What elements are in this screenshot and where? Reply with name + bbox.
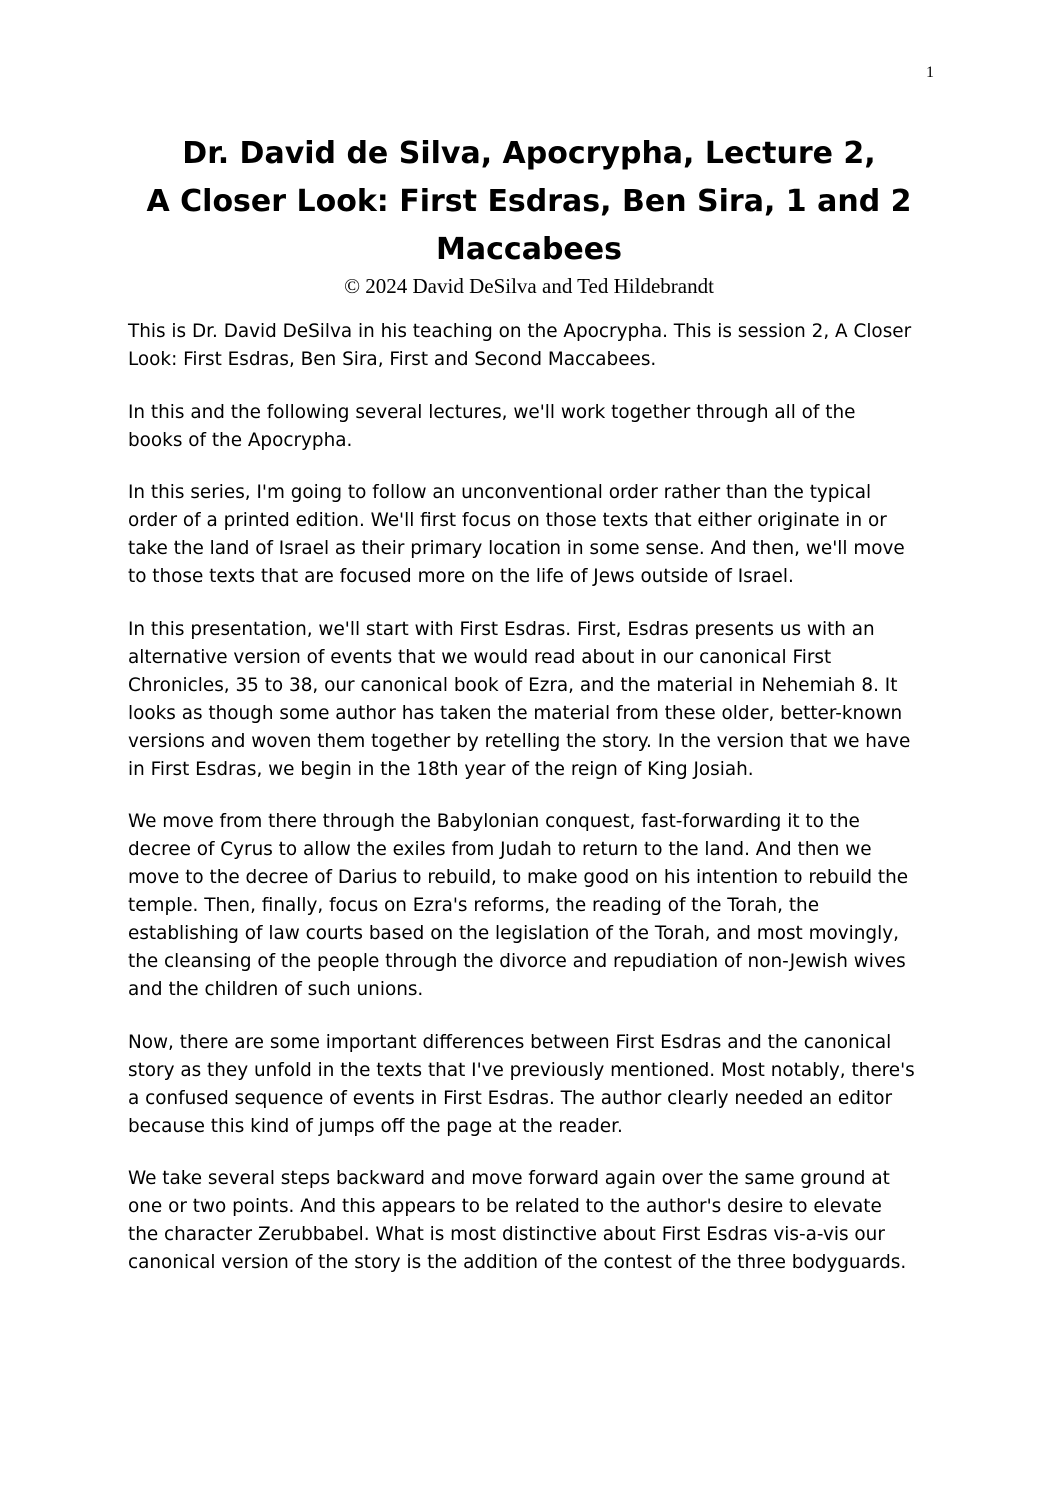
text-line: In this and the following several lectures, we'll work together through all of the [128, 401, 856, 423]
text-line: and the children of such unions. [128, 979, 424, 1000]
text-line: Chronicles, 35 to 38, our canonical book of Ezra, and the material in Nehemiah 8. It [128, 674, 898, 696]
text-line: because this kind of jumps off the page at the reader. [128, 1115, 623, 1137]
copyright-notice: © 2024 David DeSilva and Ted Hildebrandt [344, 274, 714, 298]
text-line: a confused sequence of events in First Esdras. The author clearly needed an editor [128, 1087, 893, 1109]
text-line: establishing of law courts based on the legislation of the Torah, and most movingly, [128, 923, 899, 944]
text-line: story as they unfold in the texts that I've previously mentioned. Most notably, there's [128, 1059, 915, 1081]
text-line: take the land of Israel as their primary location in some sense. And then, we'll move [128, 538, 905, 559]
paragraph [128, 479, 948, 591]
text-line: alternative version of events that we would read about in our canonical First [128, 646, 832, 668]
page-number: 1 [926, 64, 934, 81]
text-line: Now, there are some important differences between First Esdras and the canonical [128, 1031, 892, 1053]
text-line: looks as though some author has taken the material from these older, better-known [128, 702, 903, 724]
text-line: decree of Cyrus to allow the exiles from Judah to return to the land. And then we [128, 839, 872, 860]
title-line: Dr. David de Silva, Apocrypha, Lecture 2, [182, 136, 876, 171]
text-line: one or two points. And this appears to be related to the author's desire to elevate [128, 1196, 882, 1217]
text-line: canonical version of the story is the addition of the contest of the three bodyguards. [128, 1252, 907, 1273]
text-line: the character Zerubbabel. What is most distinctive about First Esdras vis-a-vis our [128, 1224, 885, 1245]
title-block [100, 130, 958, 298]
body-text [128, 318, 948, 1302]
text-line: to those texts that are focused more on the life of Jews outside of Israel. [128, 566, 794, 587]
paragraph [128, 1029, 948, 1141]
paragraph [128, 1165, 948, 1277]
text-line: In this series, I'm going to follow an unconventional order rather than the typical [128, 482, 872, 503]
text-line: We take several steps backward and move forward again over the same ground at [128, 1168, 890, 1189]
paragraph [128, 616, 948, 784]
text-line: versions and woven them together by retelling the story. In the version that we have [128, 730, 911, 752]
text-line: books of the Apocrypha. [128, 429, 353, 451]
title-line: A Closer Look: First Esdras, Ben Sira, 1 and 2 [146, 184, 912, 219]
text-line: order of a printed edition. We'll first focus on those texts that either originate in or [128, 510, 887, 531]
paragraph [128, 808, 948, 1004]
text-line: the cleansing of the people through the divorce and repudiation of non-Jewish wives [128, 951, 906, 972]
text-line: Look: First Esdras, Ben Sira, First and Second Maccabees. [128, 349, 657, 370]
text-line: in First Esdras, we begin in the 18th year of the reign of King Josiah. [128, 758, 754, 780]
text-line: temple. Then, finally, focus on Ezra's reforms, the reading of the Torah, the [128, 895, 820, 916]
paragraph [128, 399, 948, 455]
text-line: We move from there through the Babylonian conquest, fast-forwarding it to the [128, 811, 860, 832]
title-line: Maccabees [436, 232, 622, 267]
text-line: In this presentation, we'll start with First Esdras. First, Esdras presents us with an [128, 618, 875, 640]
text-line: move to the decree of Darius to rebuild, to make good on his intention to rebuild the [128, 867, 909, 888]
text-line: This is Dr. David DeSilva in his teaching on the Apocrypha. This is session 2, A Closer [128, 321, 912, 342]
paragraph [128, 318, 948, 374]
